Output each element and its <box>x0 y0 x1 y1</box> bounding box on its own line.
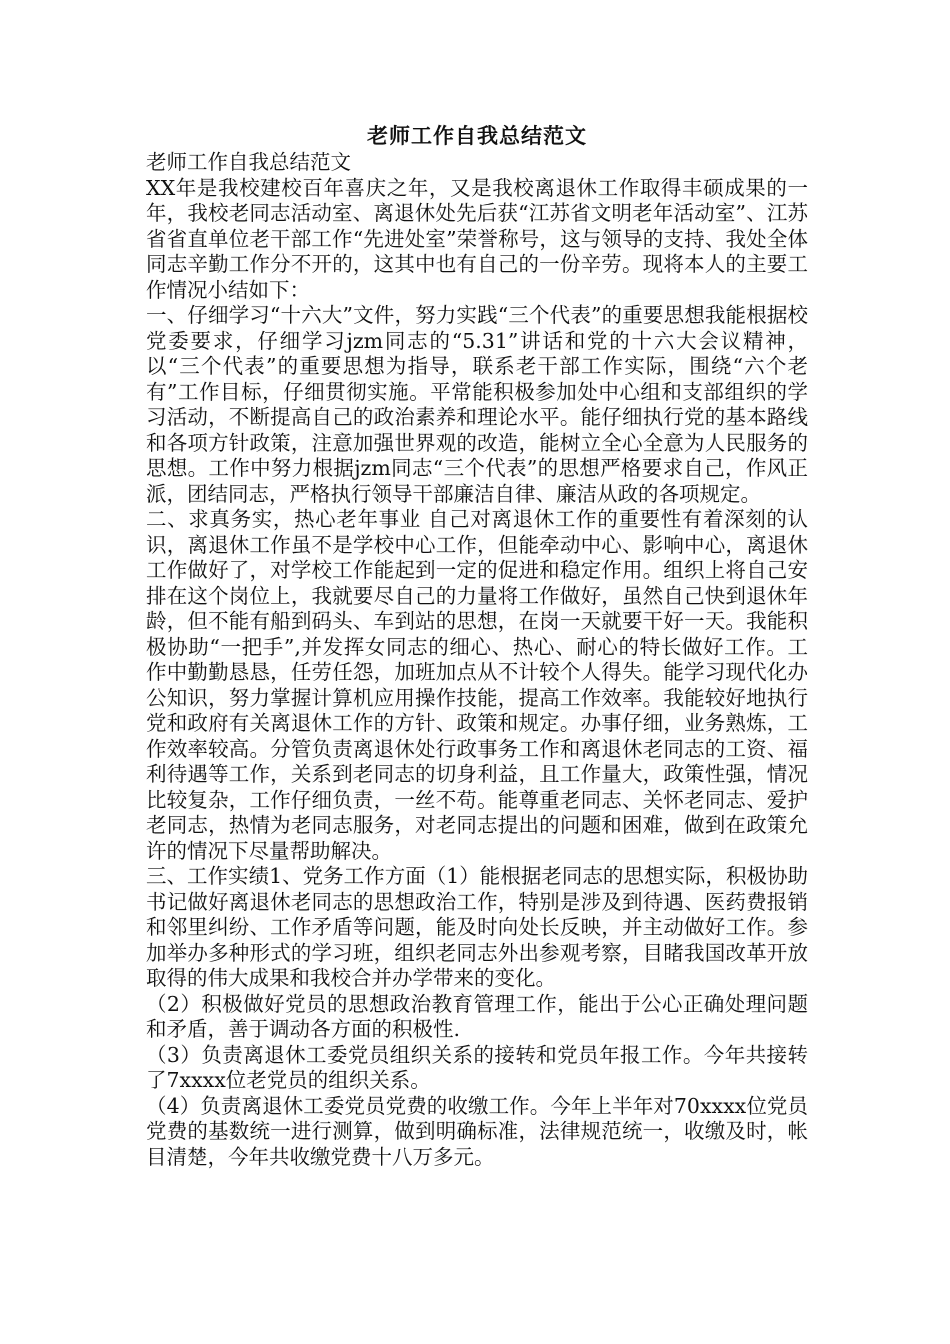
document-page <box>146 122 808 1170</box>
item-4-paragraph: （4）负责离退休工委党员党费的收缴工作。今年上半年对70xxxx位党员党费的基数统一进行测算，做到明确标准，法律规范统一，收缴及时，帐目清楚，今年共收缴党费十八万多元。 <box>146 1093 808 1169</box>
item-3-paragraph: （3）负责离退休工委党员组织关系的接转和党员年报工作。今年共接转了7xxxx位老党员的组织关系。 <box>146 1042 808 1092</box>
intro-paragraph: XX年是我校建校百年喜庆之年，又是我校离退休工作取得丰硕成果的一年，我校老同志活动室、离退休处先后获“江苏省文明老年活动室”、江苏省省直单位老干部工作“先进处室”荣誉称号，这与领导的支持、我处全体同志辛勤工作分不开的，这其中也有自己的一份辛劳。现将本人的主要工作情况小结如下： <box>146 175 808 302</box>
item-2-paragraph: （2）积极做好党员的思想政治教育管理工作，能出于公心正确处理问题和矛盾，善于调动各方面的积极性. <box>146 991 808 1041</box>
document-subtitle-paragraph: 老师工作自我总结范文 <box>146 150 351 174</box>
section-two-paragraph: 二、求真务实，热心老年事业 自己对离退休工作的重要性有着深刻的认识，离退休工作虽不是学校中心工作，但能牵动中心、影响中心，离退休工作做好了，对学校工作能起到一定的促进和稳定作用。组织上将自己安排在这个岗位上，我就要尽自己的力量将工作做好，虽然自己快到退休年龄，但不能有船到码头、车到站的思想，在岗一天就要干好一天。我能积极协助“一把手”,并发挥女同志的细心、热心、耐心的特长做好工作。工作中勤勤恳恳，任劳任怨，加班加点从不计较个人得失。能学习现代化办公知识，努力掌握计算机应用操作技能，提高工作效率。我能较好地执行党和政府有关离退休工作的方针、政策和规定。办事仔细，业务熟炼，工作效率较高。分管负责离退休处行政事务工作和离退休老同志的工资、福利待遇等工作，关系到老同志的切身利益，且工作量大，政策性强，情况比较复杂，工作仔细负责，一丝不苟。能尊重老同志、关怀老同志、爱护老同志，热情为老同志服务，对老同志提出的问题和困难，做到在政策允许的情况下尽量帮助解决。 <box>146 507 808 863</box>
section-one-paragraph: 一、仔细学习“十六大”文件，努力实践“三个代表”的重要思想我能根据校党委要求，仔细学习jzm同志的“5.31”讲话和党的十六大会议精神，以“三个代表”的重要思想为指导，联系老干部工作实际，围绕“六个老有”工作目标，仔细贯彻实施。平常能积极参加处中心组和支部组织的学习活动，不断提高自己的政治素养和理论水平。能仔细执行党的基本路线和各项方针政策，注意加强世界观的改造，能树立全心全意为人民服务的思想。工作中努力根据jzm同志“三个代表”的思想严格要求自己，作风正派，团结同志，严格执行领导干部廉洁自律、廉洁从政的各项规定。 <box>146 303 808 506</box>
section-three-paragraph: 三、工作实绩1、党务工作方面（1）能根据老同志的思想实际，积极协助书记做好离退休老同志的思想政治工作，特别是涉及到待遇、医药费报销和邻里纠纷、工作矛盾等问题，能及时向处长反映，并主动做好工作。参加举办多种形式的学习班，组织老同志外出参观考察，目睹我国改革开放取得的伟大成果和我校合并办学带来的变化。 <box>146 864 808 990</box>
document-title: 老师工作自我总结范文 <box>367 123 587 148</box>
